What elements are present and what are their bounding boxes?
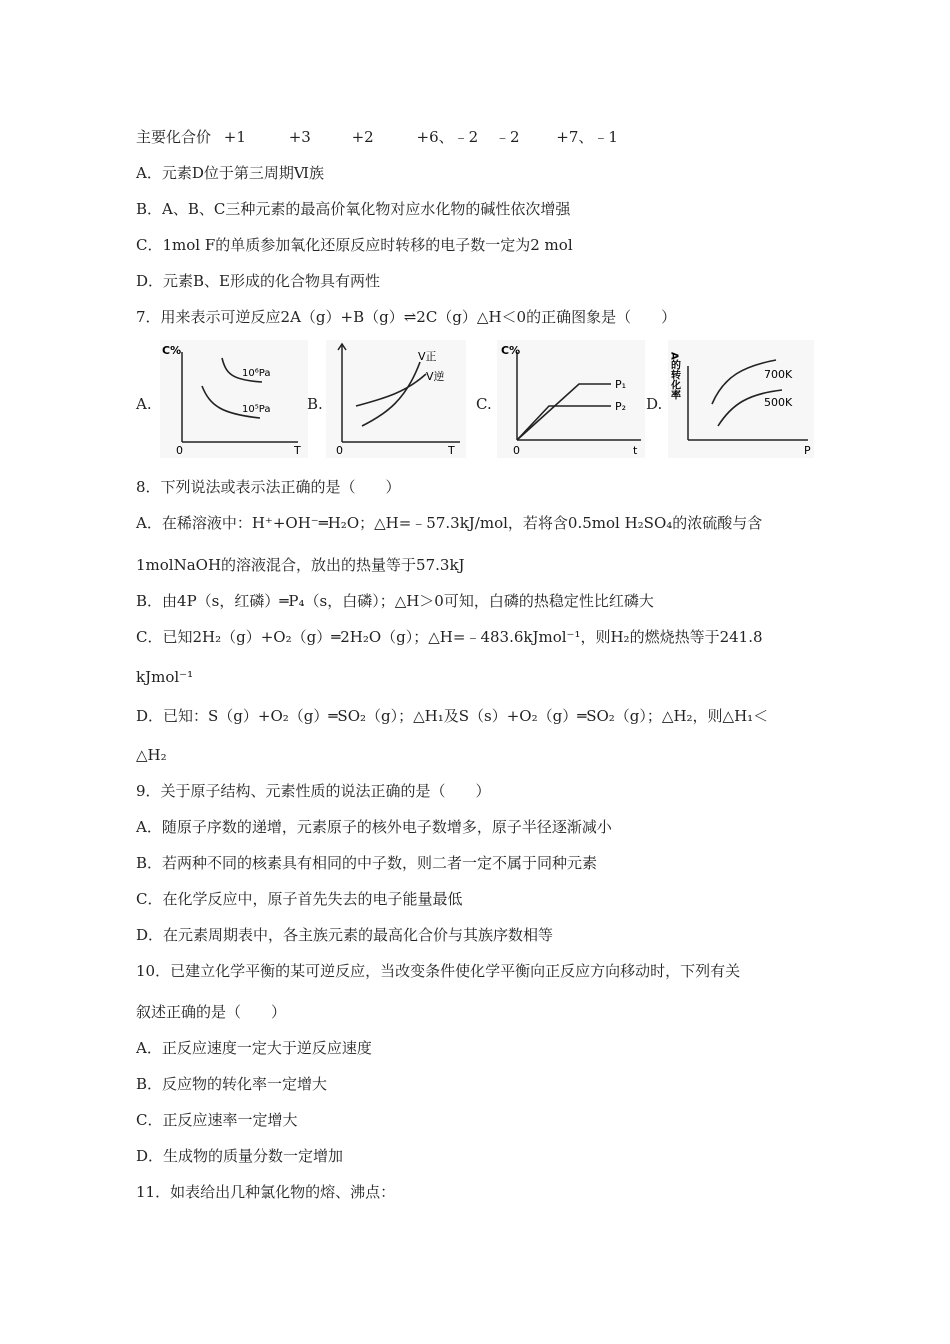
graph-a-origin: 0 (176, 444, 183, 457)
q8-option-d-line2: △H₂ (136, 746, 167, 764)
q9-option-c: C．在化学反应中，原子首先失去的电子能量最低 (136, 890, 463, 908)
q9-option-a: A．随原子序数的递增，元素原子的核外电子数增多，原子半径逐渐减小 (136, 818, 612, 836)
q10-stem-line2: 叙述正确的是（ ） (136, 1003, 287, 1021)
q7-label-b: B. (307, 395, 323, 413)
valence-value: +1 (223, 128, 246, 146)
graph-a-curve-2-label: 10⁵Pa (242, 404, 271, 415)
valence-value: +7、﹣1 (556, 128, 618, 146)
q6-option-a: A．元素D位于第三周期Ⅵ族 (136, 164, 324, 182)
q7-graph-d (668, 340, 814, 458)
graph-b-origin: 0 (336, 444, 343, 457)
graph-c-y-label: C% (501, 344, 521, 357)
graph-a-y-label: C% (162, 344, 182, 357)
q8-option-a-line2: 1molNaOH的溶液混合，放出的热量等于57.3kJ (136, 556, 465, 574)
q7-label-a: A. (136, 395, 152, 413)
q10-option-a: A．正反应速度一定大于逆反应速度 (136, 1039, 372, 1057)
q7-graph-a (160, 340, 308, 458)
graph-c-origin: 0 (513, 444, 520, 457)
valence-row (136, 127, 618, 147)
graph-a-curve-1-label: 10⁶Pa (242, 368, 271, 379)
q9-option-d: D．在元素周期表中，各主族元素的最高化合价与其族序数相等 (136, 926, 554, 944)
q10-option-d: D．生成物的质量分数一定增加 (136, 1147, 344, 1165)
valence-label: 主要化合价 (136, 128, 212, 146)
graph-b-curve-2-label: V逆 (426, 370, 445, 383)
q8-option-d-line1: D．已知：S（g）+O₂（g）═SO₂（g）；△H₁及S（s）+O₂（g）═SO₂（g）；△H₂，则△H₁＜ (136, 707, 769, 725)
graph-b-curve-1-label: V正 (418, 350, 437, 363)
q9-option-b: B．若两种不同的核素具有相同的中子数，则二者一定不属于同种元素 (136, 854, 598, 872)
graph-b-x-label: T (448, 444, 455, 457)
q6-option-b: B．A、B、C三种元素的最高价氧化物对应水化物的碱性依次增强 (136, 200, 571, 218)
q10-stem-line1: 10．已建立化学平衡的某可逆反应，当改变条件使化学平衡向正反应方向移动时，下列有关 (136, 962, 741, 980)
q8-option-c-line1: C．已知2H₂（g）+O₂（g）═2H₂O（g）；△H=﹣483.6kJmol⁻¹，则H₂的燃烧热等于241.8 (136, 628, 763, 646)
q8-option-a-line1: A．在稀溶液中：H⁺+OH⁻═H₂O；△H=﹣57.3kJ/mol，若将含0.5mol H₂SO₄的浓硫酸与含 (136, 514, 763, 532)
q10-option-b: B．反应物的转化率一定增大 (136, 1075, 328, 1093)
q7-graph-c (497, 340, 645, 458)
graph-d-x-label: P (804, 444, 811, 457)
graph-a-x-label: T (294, 444, 301, 457)
graph-d-curve-2-label: 500K (764, 396, 793, 409)
q10-option-c: C．正反应速率一定增大 (136, 1111, 298, 1129)
q8-stem: 8．下列说法或表示法正确的是（ ） (136, 478, 401, 496)
q7-stem: 7．用来表示可逆反应2A（g）+B（g）⇌2C（g）△H＜0的正确图象是（ ） (136, 308, 677, 326)
q9-stem: 9．关于原子结构、元素性质的说法正确的是（ ） (136, 782, 491, 800)
graph-d-y-label: A的转化率 (668, 352, 680, 400)
q7-graph-b (326, 340, 466, 458)
graph-c-curve-1-label: P₁ (615, 378, 627, 391)
valence-value: +3 (288, 128, 311, 146)
q6-option-c: C．1mol F的单质参加氧化还原反应时转移的电子数一定为2 mol (136, 236, 573, 254)
graph-d-curve-1-label: 700K (764, 368, 793, 381)
q7-label-c: C. (476, 395, 492, 413)
valence-value: +2 (351, 128, 374, 146)
valence-value: ﹣2 (494, 128, 520, 146)
q8-option-b: B．由4P（s，红磷）═P₄（s，白磷）；△H＞0可知，白磷的热稳定性比红磷大 (136, 592, 654, 610)
q7-label-d: D. (646, 395, 663, 413)
graph-c-x-label: t (633, 444, 638, 457)
q6-option-d: D．元素B、E形成的化合物具有两性 (136, 272, 381, 290)
graph-c-curve-2-label: P₂ (615, 400, 627, 413)
q8-option-c-line2: kJmol⁻¹ (136, 668, 194, 686)
valence-value: +6、﹣2 (416, 128, 479, 146)
q11-stem: 11．如表给出几种氯化物的熔、沸点： (136, 1183, 396, 1201)
